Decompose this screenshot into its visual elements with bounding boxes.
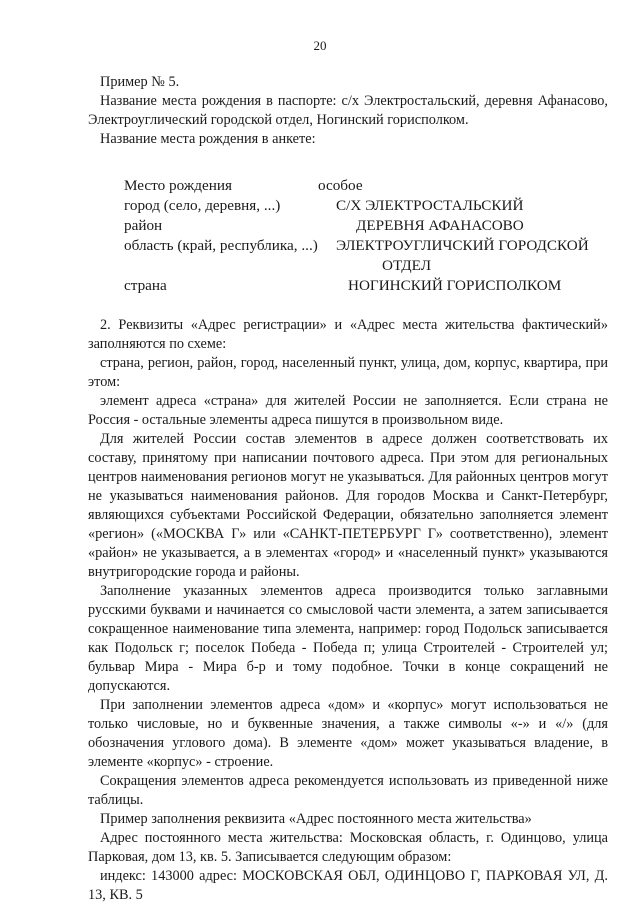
birthplace-form (124, 176, 608, 296)
document-body (88, 73, 608, 905)
country-value: НОГИНСКИЙ ГОРИСПОЛКОМ (348, 277, 562, 294)
page-number: 20 (313, 38, 327, 53)
region-value-line-1: ЭЛЕКТРОУГЛИЧСКИЙ ГОРОДСКОЙ (336, 237, 589, 254)
district-value: ДЕРЕВНЯ АФАНАСОВО (356, 217, 524, 234)
birthplace-value: особое (318, 177, 363, 194)
paragraph-example-result: индекс: 143000 адрес: МОСКОВСКАЯ ОБЛ, ОДИНЦОВО Г, ПАРКОВАЯ УЛ, Д. 13, КВ. 5 (88, 868, 608, 903)
form-row-region (124, 236, 608, 276)
paragraph-schema: страна, регион, район, город, населенный пункт, улица, дом, корпус, квартира, при этом: (88, 355, 608, 390)
city-label: город (село, деревня, ...) (124, 197, 281, 214)
form-row-country (124, 276, 608, 296)
form-row-city (124, 196, 608, 216)
region-value (336, 236, 608, 276)
region-label: область (край, республика, ...) (124, 237, 318, 254)
example-title: Пример № 5. (100, 74, 180, 90)
form-row-birthplace (124, 176, 608, 196)
passport-birthplace-paragraph: Название места рождения в паспорте: с/х Электростальский, деревня Афанасово, Электроуглический городской отдел, Ногинский горисполком. (88, 93, 608, 128)
district-label: район (124, 217, 163, 234)
form-row-district (124, 216, 608, 236)
city-value: С/Х ЭЛЕКТРОСТАЛЬСКИЙ (336, 197, 524, 214)
paragraph-russia-residents: Для жителей России состав элементов в адресе должен соответствовать их составу, принятому при написании почтового адреса. При этом для региональных центров наименования регионов могут не указываться. Для районных центров могут не указываться наименования районов. Для городов Москва и Санкт-Петербург, являющихся субъектами Российской Федерации, обязательно заполняется элемент «регион» («МОСКВА Г» или «САНКТ-ПЕТЕРБУРГ Г» соответственно), элемент «район» не указывается, а в элементах «город» и «населенный пункт» указываются внутригородские города и районы. (88, 431, 608, 580)
paragraph-house-building: При заполнении элементов адреса «дом» и «корпус» могут использоваться не только числовые, но и буквенные значения, а также символы «-» и «/» (для обозначения углового дома). В элементе «дом» может указываться владение, в элементе «корпус» - строение. (88, 697, 608, 770)
paragraph-capital-letters: Заполнение указанных элементов адреса производится только заглавными русскими буквами и начинается со смысловой части элемента, а затем записывается сокращенное наименование типа элемента, например: город Подольск записывается как Подольск г; поселок Победа - Победа п; улица Строителей - Строителей ул; бульвар Мира - Мира б-р и тому подобное. Точки в конце сокращений не допускаются. (88, 583, 608, 694)
form-intro-paragraph: Название места рождения в анкете: (100, 131, 316, 147)
region-value-line-2: ОТДЕЛ (382, 257, 432, 274)
paragraph-requisites: 2. Реквизиты «Адрес регистрации» и «Адрес места жительства фактический» заполняются по схеме: (88, 317, 608, 352)
country-label: страна (124, 277, 167, 294)
birthplace-label: Место рождения (124, 177, 233, 194)
paragraph-example-heading: Пример заполнения реквизита «Адрес постоянного места жительства» (100, 811, 532, 827)
paragraph-abbreviations: Сокращения элементов адреса рекомендуется использовать из приведенной ниже таблицы. (88, 773, 608, 808)
paragraph-country-element: элемент адреса «страна» для жителей России не заполняется. Если страна не Россия - остальные элементы адреса пишутся в произвольном виде. (88, 393, 608, 428)
paragraph-example-address: Адрес постоянного места жительства: Московская область, г. Одинцово, улица Парковая, дом 13, кв. 5. Записывается следующим образом: (88, 830, 608, 865)
